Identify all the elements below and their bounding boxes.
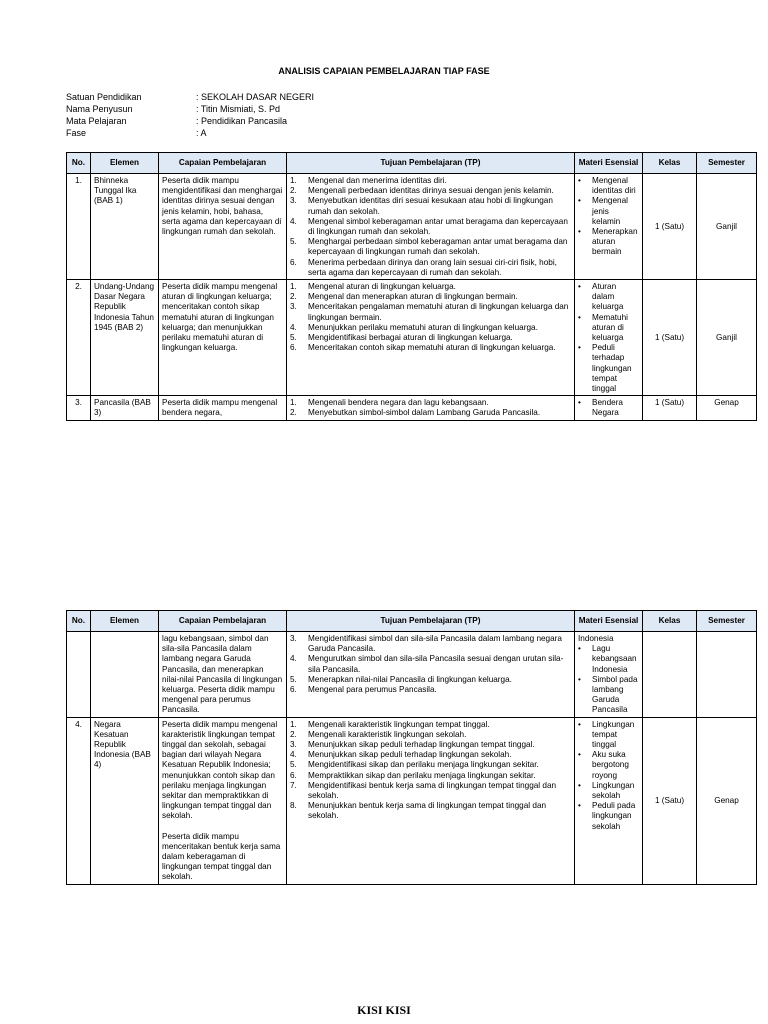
tujuan-number: 4.	[290, 750, 297, 760]
tujuan-number: 3.	[290, 196, 297, 206]
paragraph-gap	[162, 822, 283, 832]
meta-key: Nama Penyusun	[66, 104, 133, 114]
tujuan-text: Mengenal simbol keberagaman antar umat beragama dan kepercayaan di lingkungan rumah dan sekolah.	[308, 216, 568, 237]
tujuan-number: 2.	[290, 186, 297, 196]
tujuan-item	[290, 685, 571, 695]
table-row	[67, 717, 757, 884]
materi-item: • Lagu kebangsaan Indonesia	[592, 644, 639, 675]
meta-value: : Pendidikan Pancasila	[196, 116, 288, 126]
tujuan-item	[290, 333, 571, 343]
tujuan-number: 1.	[290, 176, 297, 185]
tujuan-text: Menerima perbedaan dirinya dan orang lain sesuai ciri-ciri fisik, hobi, serta agama dan kepercayaan di rumah dan sekolah.	[308, 257, 557, 277]
tujuan-number: 4.	[290, 322, 297, 332]
tujuan-number: 5.	[290, 760, 297, 770]
meta-key: Mata Pelajaran	[66, 116, 127, 126]
tujuan-list	[290, 634, 571, 695]
header-materi: Materi Esensial	[575, 153, 643, 174]
tujuan-item	[290, 770, 571, 781]
materi-list	[578, 282, 639, 394]
tujuan-text: Menunjukkan sikap peduli terhadap lingkungan sekolah.	[308, 750, 512, 760]
tujuan-text: Mengenal dan menerapkan aturan di lingkungan bermain.	[308, 292, 518, 302]
cell-elemen: Pancasila (BAB 3)	[91, 396, 159, 420]
meta-key: Satuan Pendidikan	[66, 92, 142, 102]
materi-item: • Aku suka bergotong royong	[592, 750, 639, 781]
tujuan-item	[290, 801, 571, 821]
tujuan-list	[290, 720, 571, 822]
cell-materi	[575, 396, 643, 420]
tujuan-text: Mengidentifikasi berbagai aturan di lingkungan keluarga.	[308, 333, 513, 343]
tujuan-text: Menerapkan nilai-nilai Pancasila di lingkungan keluarga.	[308, 674, 512, 684]
cell-capaian	[159, 280, 287, 396]
materi-item: • Aturan dalam keluarga	[592, 282, 639, 313]
cell-kelas: 1 (Satu)	[643, 717, 697, 884]
tujuan-text: Menunjukkan sikap peduli terhadap lingkungan tempat tinggal.	[308, 740, 535, 750]
materi-list	[578, 398, 639, 418]
cell-no: 2.	[67, 280, 91, 396]
cell-no	[67, 632, 91, 718]
cell-elemen: Negara Kesatuan Republik Indonesia (BAB 4)	[91, 717, 159, 884]
cell-semester: Ganjil	[697, 280, 757, 396]
tujuan-text: Mengidentifikasi simbol dan sila-sila Pancasila dalam lambang negara Garuda Pancasila.	[308, 634, 562, 654]
tujuan-number: 1.	[290, 398, 297, 408]
tujuan-item	[290, 674, 571, 685]
tujuan-text: Mengidentifikasi bentuk kerja sama di lingkungan tempat tinggal dan sekolah.	[308, 780, 557, 801]
materi-item: • Mematuhi aturan di keluarga	[592, 313, 639, 344]
tujuan-number: 6.	[290, 770, 297, 780]
tujuan-item	[290, 408, 571, 418]
tujuan-number: 1.	[290, 719, 297, 729]
tujuan-number: 1.	[290, 282, 297, 292]
materi-item: • Menerapkan aturan bermain	[592, 227, 639, 258]
header-elemen: Elemen	[91, 611, 159, 632]
cell-semester: Genap	[697, 717, 757, 884]
tujuan-item	[290, 237, 571, 257]
tujuan-item	[290, 750, 571, 760]
tujuan-item	[290, 343, 571, 353]
table-row	[67, 632, 757, 718]
meta-row	[66, 103, 314, 115]
cell-capaian	[159, 174, 287, 280]
tujuan-number: 6.	[290, 257, 297, 267]
cell-elemen: Bhinneka Tunggal Ika (BAB 1)	[91, 174, 159, 280]
tujuan-list	[290, 282, 571, 353]
tujuan-number: 2.	[290, 408, 297, 418]
materi-item: • Bendera Negara	[592, 398, 639, 418]
tujuan-text: Menunjukkan perilaku mematuhi aturan di lingkungan keluarga.	[308, 322, 538, 332]
tujuan-item	[290, 780, 571, 801]
materi-item: • Simbol pada lambang Garuda Pancasila	[592, 675, 639, 716]
tujuan-item	[290, 322, 571, 333]
tujuan-number: 5.	[290, 237, 297, 247]
header-elemen: Elemen	[91, 153, 159, 174]
cell-semester: Genap	[697, 396, 757, 420]
header-capaian: Capaian Pembelajaran	[159, 153, 287, 174]
capaian-paragraph: Peserta didik mampu menceritakan bentuk kerja sama dalam keberagaman di lingkungan tempat tinggal dan sekolah.	[162, 831, 281, 882]
cell-capaian	[159, 396, 287, 420]
tujuan-text: Menceritakan pengalaman mematuhi aturan di lingkungan keluarga dan lingkungan bermain.	[308, 302, 569, 322]
tujuan-item	[290, 292, 571, 302]
analysis-table-page-2	[66, 610, 757, 885]
meta-row	[66, 91, 314, 103]
tujuan-number: 3.	[290, 302, 297, 312]
materi-list	[578, 176, 639, 258]
tujuan-number: 5.	[290, 333, 297, 343]
cell-materi	[575, 717, 643, 884]
meta-value: : SEKOLAH DASAR NEGERI	[196, 92, 315, 102]
table-row	[67, 174, 757, 280]
cell-kelas: 1 (Satu)	[643, 396, 697, 420]
cell-semester: Ganjil	[697, 174, 757, 280]
tujuan-text: Mengenal para perumus Pancasila.	[308, 685, 437, 695]
capaian-paragraph: Peserta didik mampu mengenal karakteristik lingkungan tempat tinggal dan sekolah, sebagai bagian dari wilayah Negara Kesatuan Republik Indonesia; menunjukkan contoh sikap dan perilaku menjaga lingkungan sekitar dan mempraktikkan di lingkungan tempat tinggal dan sekolah.	[162, 719, 278, 821]
tujuan-text: Mengenali karakteristik lingkungan sekolah.	[308, 729, 467, 739]
materi-item: • Mengenal jenis kelamin	[592, 196, 639, 227]
tujuan-number: 3.	[290, 740, 297, 750]
table-row	[67, 396, 757, 420]
capaian-paragraph: lagu kebangsaan, simbol dan sila-sila Pancasila dalam lambang negara Garuda Pancasila, dan menerapkan nilai-nilai Pancasila di lingkungan keluarga. Peserta didik mampu mengenal para perumus Pancasila.	[162, 634, 283, 715]
tujuan-text: Menceritakan contoh sikap mematuhi aturan di lingkungan keluarga.	[308, 343, 556, 353]
cell-materi	[575, 280, 643, 396]
table-row	[67, 280, 757, 396]
materi-list	[578, 644, 639, 715]
tujuan-item	[290, 257, 571, 278]
header-materi: Materi Esensial	[575, 611, 643, 632]
tujuan-text: Menghargai perbedaan simbol keberagaman antar umat beragama dan kepercayaan di lingkungan rumah dan sekolah.	[308, 237, 568, 257]
materi-list	[578, 720, 639, 832]
tujuan-text: Mengenal dan menerima identitas diri.	[308, 176, 447, 185]
capaian-paragraph: Peserta didik mampu mengenal aturan di lingkungan keluarga; menceritakan contoh sikap mematuhi aturan di lingkungan keluarga; dan menunjukkan perilaku mematuhi aturan di lingkungan keluarga.	[162, 282, 278, 353]
tujuan-item	[290, 216, 571, 237]
tujuan-text: Mengenali perbedaan identitas dirinya sesuai dengan jenis kelamin.	[308, 186, 554, 196]
document-meta	[66, 91, 314, 139]
cell-kelas: 1 (Satu)	[643, 280, 697, 396]
header-capaian: Capaian Pembelajaran	[159, 611, 287, 632]
cell-elemen	[91, 632, 159, 718]
tujuan-number: 8.	[290, 801, 297, 811]
header-kelas: Kelas	[643, 153, 697, 174]
cell-no: 3.	[67, 396, 91, 420]
cell-no: 1.	[67, 174, 91, 280]
tujuan-number: 3.	[290, 634, 297, 643]
meta-key: Fase	[66, 128, 87, 138]
tujuan-text: Mengurutkan simbol dan sila-sila Pancasila sesuai dengan urutan sila-sila Pancasila.	[308, 654, 564, 674]
tujuan-item	[290, 634, 571, 654]
document-title: ANALISIS CAPAIAN PEMBELAJARAN TIAP FASE	[278, 66, 490, 76]
capaian-paragraph: Peserta didik mampu mengidentifikasi dan menghargai identitas dirinya sesuai dengan jenis kelamin, hobi, bahasa, serta agama dan kepercayaan di lingkungan rumah dan sekolah.	[162, 176, 283, 237]
header-semester: Semester	[697, 611, 757, 632]
tujuan-text: Menyebutkan simbol-simbol dalam Lambang Garuda Pancasila.	[308, 408, 541, 418]
header-semester: Semester	[697, 153, 757, 174]
materi-item: • Mengenal identitas diri	[592, 176, 639, 196]
tujuan-item	[290, 760, 571, 770]
tujuan-item	[290, 196, 571, 216]
cell-elemen: Undang-Undang Dasar Negara Republik Indonesia Tahun 1945 (BAB 2)	[91, 280, 159, 396]
cell-capaian	[159, 717, 287, 884]
tujuan-list	[290, 398, 571, 418]
meta-row	[66, 127, 314, 139]
materi-item: • Peduli pada lingkungan sekolah	[592, 801, 639, 832]
tujuan-number: 2.	[290, 292, 297, 302]
meta-value: : A	[196, 128, 207, 138]
tujuan-item	[290, 282, 571, 292]
table-header-row	[67, 611, 757, 632]
tujuan-list	[290, 176, 571, 278]
table-header-row	[67, 153, 757, 174]
tujuan-number: 6.	[290, 343, 297, 353]
tujuan-item	[290, 398, 571, 408]
tujuan-number: 4.	[290, 654, 297, 664]
capaian-paragraph: Peserta didik mampu mengenal bendera negara,	[162, 398, 278, 418]
tujuan-number: 6.	[290, 685, 297, 695]
cell-tujuan	[287, 632, 575, 718]
tujuan-text: Mengenali bendera negara dan lagu kebangsaan.	[308, 398, 489, 408]
cell-tujuan	[287, 174, 575, 280]
tujuan-item	[290, 729, 571, 740]
header-kelas: Kelas	[643, 611, 697, 632]
cell-materi	[575, 632, 643, 718]
materi-item: • Lingkungan tempat tinggal	[592, 720, 639, 751]
analysis-table-page-1	[66, 152, 757, 421]
meta-value: : Titin Mismiati, S. Pd	[196, 104, 281, 114]
tujuan-item	[290, 740, 571, 750]
tujuan-item	[290, 302, 571, 322]
cell-tujuan	[287, 717, 575, 884]
tujuan-item	[290, 186, 571, 196]
cell-semester	[697, 632, 757, 718]
materi-item: • Peduli terhadap lingkungan tempat tinggal	[592, 343, 639, 394]
tujuan-item	[290, 719, 571, 730]
tujuan-number: 2.	[290, 729, 297, 739]
tujuan-text: Menyebutkan identitas diri sesuai kesukaan atau hobi di lingkungan rumah dan sekolah.	[308, 196, 553, 216]
tujuan-item	[290, 176, 571, 186]
cell-capaian	[159, 632, 287, 718]
footer-heading: KISI KISI	[357, 1003, 411, 1017]
cell-materi	[575, 174, 643, 280]
materi-continued: Indonesia	[578, 634, 614, 643]
tujuan-text: Mengenali karakteristik lingkungan tempat tinggal.	[308, 719, 490, 729]
meta-row	[66, 115, 314, 127]
cell-kelas	[643, 632, 697, 718]
tujuan-item	[290, 654, 571, 674]
tujuan-text: Mempraktikkan sikap dan perilaku menjaga lingkungan sekitar.	[308, 770, 536, 780]
header-tujuan: Tujuan Pembelajaran (TP)	[287, 611, 575, 632]
tujuan-number: 7.	[290, 780, 297, 790]
cell-tujuan	[287, 280, 575, 396]
header-tujuan: Tujuan Pembelajaran (TP)	[287, 153, 575, 174]
tujuan-number: 5.	[290, 674, 297, 684]
header-no: No.	[67, 153, 91, 174]
header-no: No.	[67, 611, 91, 632]
tujuan-number: 4.	[290, 216, 297, 226]
cell-tujuan	[287, 396, 575, 420]
cell-no: 4.	[67, 717, 91, 884]
materi-item: • Lingkungan sekolah	[592, 781, 639, 801]
cell-kelas: 1 (Satu)	[643, 174, 697, 280]
tujuan-text: Mengidentifikasi sikap dan perilaku menjaga lingkungan sekitar.	[308, 760, 539, 770]
tujuan-text: Menunjukkan bentuk kerja sama di lingkungan tempat tinggal dan sekolah.	[308, 801, 547, 821]
tujuan-text: Mengenal aturan di lingkungan keluarga.	[308, 282, 456, 292]
